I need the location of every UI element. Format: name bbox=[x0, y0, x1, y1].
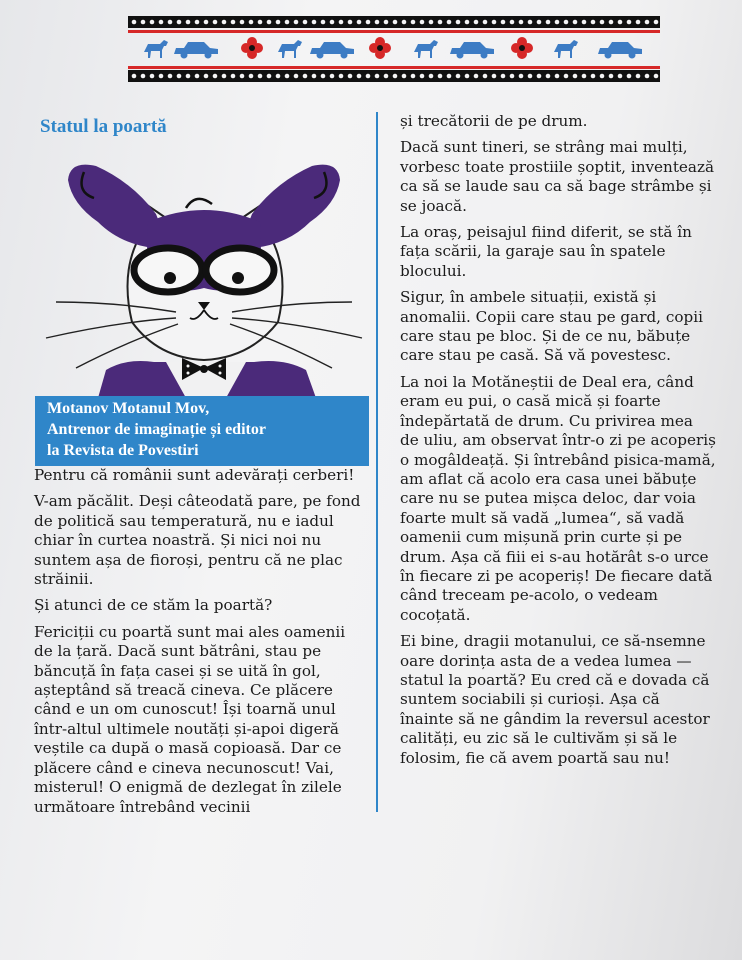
right-column bbox=[400, 112, 716, 775]
horse-icon bbox=[414, 40, 438, 58]
paragraph: Pentru că românii sunt adevărați cerberi! bbox=[34, 466, 355, 484]
article-title: Statul la poartă bbox=[40, 116, 167, 137]
car-icon bbox=[598, 42, 642, 59]
cat-illustration bbox=[36, 152, 372, 398]
horse-icon bbox=[144, 40, 168, 58]
paragraph: Dacă sunt tineri, se strâng mai mulți, vorbesc toate prostiile șoptit, inventează ca să se laude sau ca să bage strâmbe și se joacă. bbox=[400, 138, 715, 215]
caption-line: Antrenor de imaginație și editor bbox=[47, 421, 266, 438]
car-icon bbox=[310, 42, 354, 59]
horse-icon bbox=[554, 40, 578, 58]
paragraph: V-am păcălit. Deși câteodată pare, pe fond de politică sau temperatură, nu e iadul chiar în curtea noastră. Și nici noi nu suntem așa de fioroși, pentru că ne plac străinii. bbox=[34, 492, 361, 589]
left-column bbox=[34, 466, 367, 824]
paragraph: La oraș, peisajul fiind diferit, se stă în fața scării, la garaje sau în spatele blocului. bbox=[400, 223, 692, 280]
paragraph: Fericiții cu poartă sunt mai ales oamenii de la țară. Dacă sunt bătrâni, stau pe băncuță în fața casei și se uită în gol, așteptând să treacă cineva. Ce plăcere când e un om cunoscut! Își toarnă unul într-altul ultimele noutăți și-apoi digeră veștile ca după o masă copioasă. Dar ce plăcere când e cineva necunoscut! Vai, misterul! O enigmă de dezlegat în zilele următoare întrebând vecinii bbox=[34, 622, 346, 816]
decorative-banner bbox=[128, 14, 660, 86]
caption-line: Motanov Motanul Mov, bbox=[47, 400, 210, 417]
paragraph: și trecătorii de pe drum. bbox=[400, 112, 588, 130]
horse-icon bbox=[278, 40, 302, 58]
author-caption bbox=[35, 396, 369, 466]
flower-icon bbox=[511, 37, 533, 59]
caption-line: la Revista de Povestiri bbox=[47, 442, 199, 459]
paragraph: Sigur, în ambele situații, există și anomalii. Copii care stau pe gard, copii care stau pe bloc. Și de ce nu, băbuțe care stau pe casă. Să vă povestesc. bbox=[400, 288, 703, 365]
column-divider bbox=[376, 112, 378, 812]
flower-icon bbox=[369, 37, 391, 59]
flower-icon bbox=[241, 37, 263, 59]
car-icon bbox=[174, 42, 218, 59]
paragraph: Ei bine, dragii motanului, ce să-nsemne oare dorința asta de a vedea lumea — statul la poartă? Eu cred că e dovada că suntem sociabili și curioși. Așa că înainte să ne gândim la reversul acestor calități, eu zic să le cultivăm și să le folosim, fie că avem poartă sau nu! bbox=[400, 632, 710, 767]
paragraph: Și atunci de ce stăm la poartă? bbox=[34, 596, 273, 615]
paragraph: La noi la Motăneștii de Deal era, când eram eu pui, o casă mică și foarte îndepărtată de drum. Cu privirea mea de uliu, am observat într-o zi pe acoperiș o mogâldeață. Și întrebând pisica-mamă, am aflat că acolo era casa unei băbuțe care nu se putea mișca deloc, dar voia foarte mult să vadă „lumea“, să vadă oamenii cum mișună prin curte și pe drum. Așa că fiii ei s-au hotărât s-o urce în fiecare zi pe acoperiș! De fiecare dată când treceam pe-acolo, o vedeam cocoțată. bbox=[400, 372, 716, 624]
car-icon bbox=[450, 42, 494, 59]
